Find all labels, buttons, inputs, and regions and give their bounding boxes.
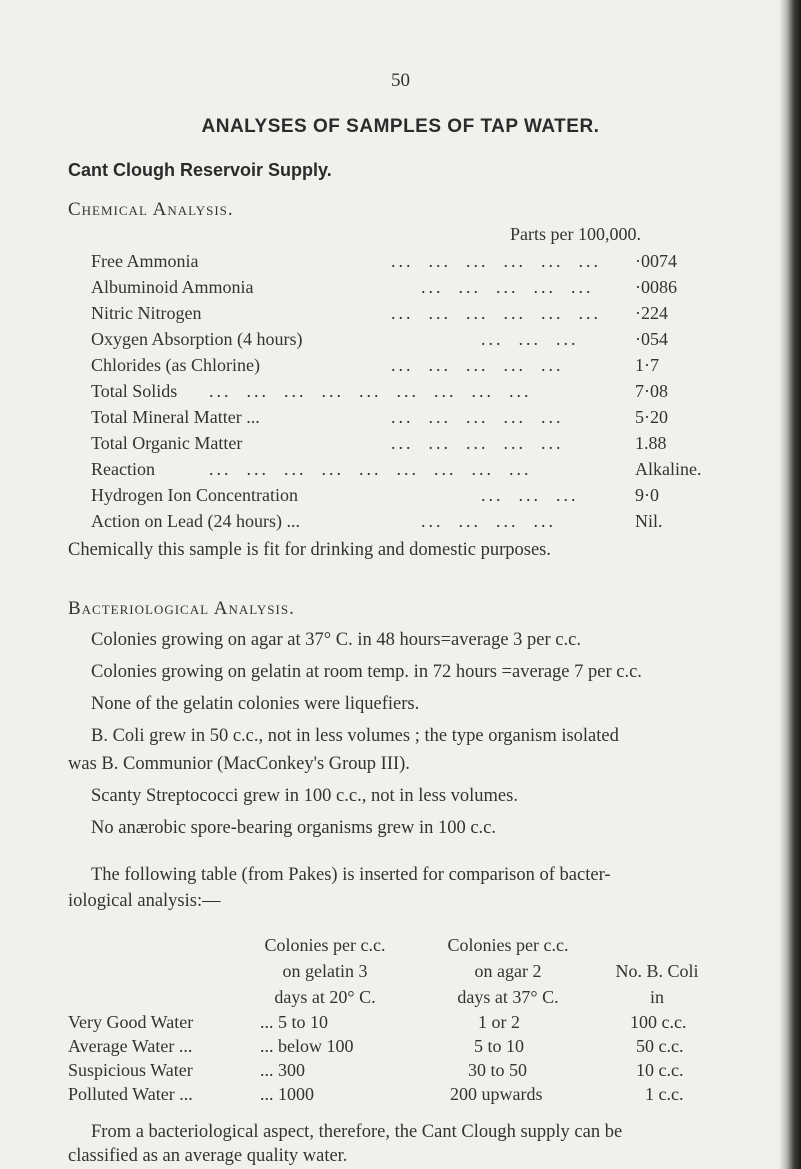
chemical-row [91, 511, 691, 537]
chemical-label: Oxygen Absorption (4 hours) [91, 329, 303, 349]
page-title: ANALYSES OF SAMPLES OF TAP WATER. [201, 116, 600, 137]
header-gelatin: Colonies per c.c. on gelatin 3 days at 20° C. [264, 935, 386, 1007]
chemical-heading: Chemical Analysis. [68, 199, 234, 220]
coli-volume: 1 c.c. [645, 1084, 684, 1104]
water-quality-label: Polluted Water ... [68, 1084, 193, 1104]
gelatin-count: ... below 100 [260, 1036, 354, 1056]
bacteriology-line: Colonies growing on gelatin at room temp. in 72 hours =average 7 per c.c. [91, 662, 642, 682]
chemical-label: Action on Lead (24 hours) ... [91, 511, 300, 531]
chemical-label: Total Mineral Matter ... [91, 407, 260, 427]
page-number: 50 [391, 70, 410, 91]
coli-volume: 10 c.c. [636, 1060, 684, 1080]
agar-count: 1 or 2 [478, 1012, 520, 1032]
chemical-row [91, 433, 691, 459]
water-quality-label: Average Water ... [68, 1036, 193, 1056]
bacteriology-line: B. Coli grew in 50 c.c., not in less volumes ; the type organism isolated [91, 726, 619, 746]
chemical-row [91, 329, 691, 355]
chemical-value: 1·7 [635, 355, 659, 375]
closing-paragraph-cont: classified as an average quality water. [68, 1146, 348, 1166]
leader-dots: ... ... ... ... [421, 511, 556, 531]
leader-dots: ... ... ... ... ... ... ... ... ... [209, 459, 532, 479]
chemical-value: ·224 [635, 303, 668, 323]
chemical-label: Nitric Nitrogen [91, 303, 202, 323]
gelatin-count: ... 1000 [260, 1084, 314, 1104]
comparison-intro-cont: iological analysis:— [68, 891, 221, 911]
bacteriology-line: was B. Communior (MacConkey's Group III). [68, 754, 410, 774]
leader-dots: ... ... ... ... ... ... ... ... ... [209, 381, 532, 401]
chemical-value: 7·08 [635, 381, 668, 401]
chemical-label: Reaction [91, 459, 155, 479]
leader-dots: ... ... ... ... ... ... [391, 303, 601, 323]
agar-count: 30 to 50 [468, 1060, 528, 1080]
chemical-row [91, 303, 691, 329]
bacteriology-line: None of the gelatin colonies were liquefiers. [91, 694, 420, 714]
coli-volume: 50 c.c. [636, 1036, 684, 1056]
units-label: Parts per 100,000. [510, 224, 641, 244]
bacteriology-line: Scanty Streptococci grew in 100 c.c., not in less volumes. [91, 786, 518, 806]
gelatin-count: ... 5 to 10 [260, 1012, 329, 1032]
page-edge-shadow [779, 0, 801, 1169]
chemical-label: Chlorides (as Chlorine) [91, 355, 260, 375]
leader-dots: ... ... ... ... ... [391, 433, 564, 453]
chemical-label: Hydrogen Ion Concentration [91, 485, 298, 505]
chemical-row [91, 459, 702, 485]
chemical-value: 1.88 [635, 433, 667, 453]
chemical-label: Total Solids [91, 381, 178, 401]
comparison-intro: The following table (from Pakes) is inserted for comparison of bacter- [91, 865, 611, 885]
supply-subtitle: Cant Clough Reservoir Supply. [68, 160, 332, 180]
leader-dots: ... ... ... ... ... [421, 277, 594, 297]
bacteriology-line: Colonies growing on agar at 37° C. in 48 hours=average 3 per c.c. [91, 630, 581, 650]
chemical-row [91, 251, 691, 277]
water-quality-label: Suspicious Water [68, 1060, 193, 1080]
header-agar: Colonies per c.c. on agar 2 days at 37° C. [447, 935, 569, 1007]
chemical-row [91, 407, 691, 433]
agar-count: 5 to 10 [474, 1036, 525, 1056]
leader-dots: ... ... ... ... ... ... [391, 251, 601, 271]
closing-paragraph: From a bacteriological aspect, therefore, the Cant Clough supply can be [91, 1122, 623, 1142]
chemical-row [91, 485, 691, 511]
chemical-value: ·0074 [635, 251, 677, 271]
chemical-value: ·054 [635, 329, 668, 349]
gelatin-count: ... 300 [260, 1060, 305, 1080]
coli-volume: 100 c.c. [630, 1012, 687, 1032]
leader-dots: ... ... ... [481, 329, 579, 349]
leader-dots: ... ... ... [481, 485, 579, 505]
water-quality-label: Very Good Water [68, 1012, 194, 1032]
chemical-label: Albuminoid Ammonia [91, 277, 254, 297]
leader-dots: ... ... ... ... ... [391, 407, 564, 427]
agar-count: 200 upwards [450, 1084, 543, 1104]
chemical-value: 9·0 [635, 485, 659, 505]
chemical-row [91, 381, 691, 407]
chemical-row [91, 355, 691, 381]
bacteriology-line: No anærobic spore-bearing organisms grew in 100 c.c. [91, 818, 497, 838]
header-coli: No. B. Coli in [615, 961, 699, 1007]
chemical-row [91, 277, 691, 303]
leader-dots: ... ... ... ... ... [391, 355, 564, 375]
bacteriological-heading: Bacteriological Analysis. [68, 598, 295, 619]
chemical-label: Free Ammonia [91, 251, 199, 271]
chemical-conclusion: Chemically this sample is fit for drinking and domestic purposes. [68, 540, 551, 560]
chemical-value: Alkaline. [635, 459, 702, 479]
chemical-value: ·0086 [635, 277, 677, 297]
chemical-value: Nil. [635, 511, 663, 531]
chemical-value: 5·20 [635, 407, 668, 427]
chemical-label: Total Organic Matter [91, 433, 243, 453]
